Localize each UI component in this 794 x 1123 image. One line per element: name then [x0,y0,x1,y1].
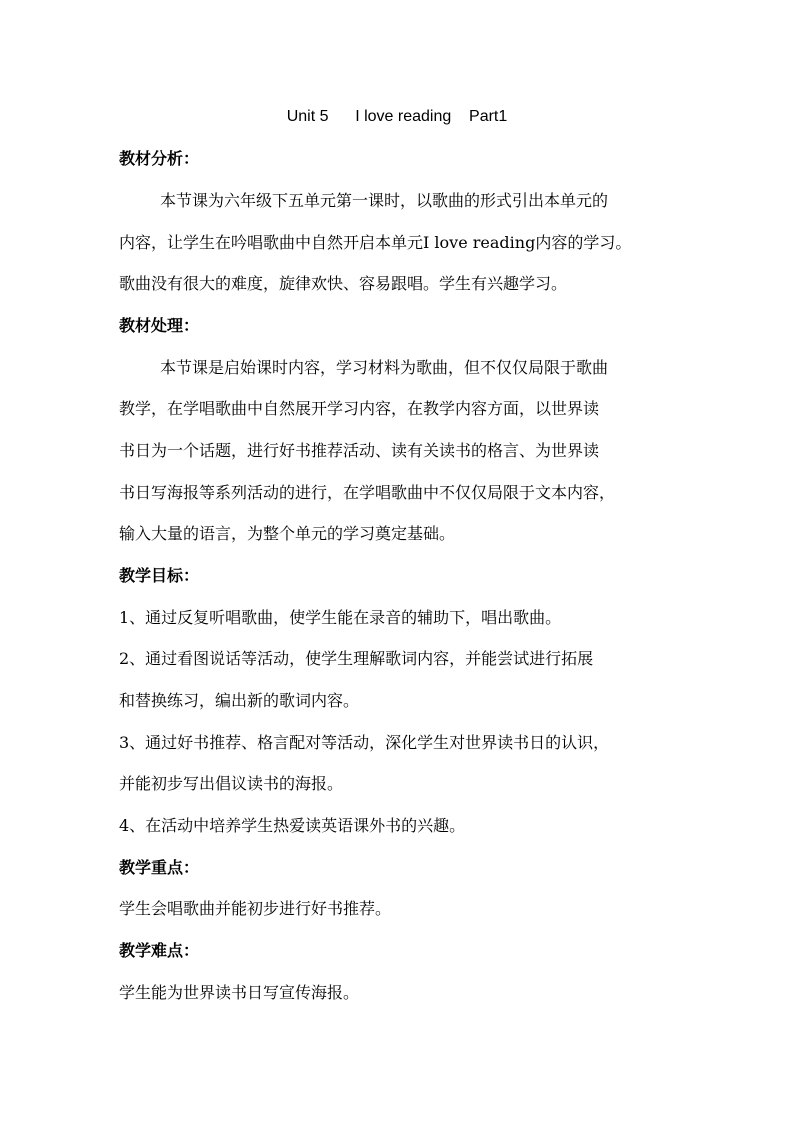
paragraph-line: 内容，让学生在吟唱歌曲中自然开启本单元I love reading内容的学习。 [119,233,632,252]
section-heading-processing: 教材处理： [119,316,200,335]
paragraph-line: 输入大量的语言，为整个单元的学习奠定基础。 [119,524,456,543]
section-heading-key-points: 教学重点： [119,858,200,877]
paragraph-line: 学生会唱歌曲并能初步进行好书推荐。 [119,899,392,918]
list-item: 4、在活动中培养学生热爱读英语课外书的兴趣。 [119,816,466,835]
paragraph-line: 歌曲没有很大的难度，旋律欢快、容易跟唱。学生有兴趣学习。 [119,274,568,293]
paragraph-line: 本节课是启始课时内容，学习材料为歌曲，但不仅仅局限于歌曲 [160,358,609,377]
list-item: 并能初步写出倡议读书的海报。 [119,774,344,793]
page-title: Unit 5 I love reading Part1 [286,108,508,125]
list-item: 和替换练习，编出新的歌词内容。 [119,691,360,710]
paragraph-line: 书日为一个话题，进行好书推荐活动、读有关读书的格言、为世界读 [119,441,600,460]
paragraph-line: 学生能为世界读书日写宣传海报。 [119,983,360,1002]
paragraph-line: 本节课为六年级下五单元第一课时，以歌曲的形式引出本单元的 [160,191,609,210]
list-item: 3、通过好书推荐、格言配对等活动，深化学生对世界读书日的认识， [119,733,610,752]
section-heading-objectives: 教学目标： [119,566,200,585]
paragraph-line: 书日写海报等系列活动的进行，在学唱歌曲中不仅仅局限于文本内容， [119,483,616,502]
section-heading-analysis: 教材分析： [119,149,200,168]
list-item: 2、通过看图说话等活动，使学生理解歌词内容，并能尝试进行拓展 [119,649,594,668]
list-item: 1、通过反复听唱歌曲，使学生能在录音的辅助下，唱出歌曲。 [119,608,562,627]
paragraph-line: 教学，在学唱歌曲中自然展开学习内容，在教学内容方面，以世界读 [119,399,600,418]
section-heading-difficulties: 教学难点： [119,941,200,960]
